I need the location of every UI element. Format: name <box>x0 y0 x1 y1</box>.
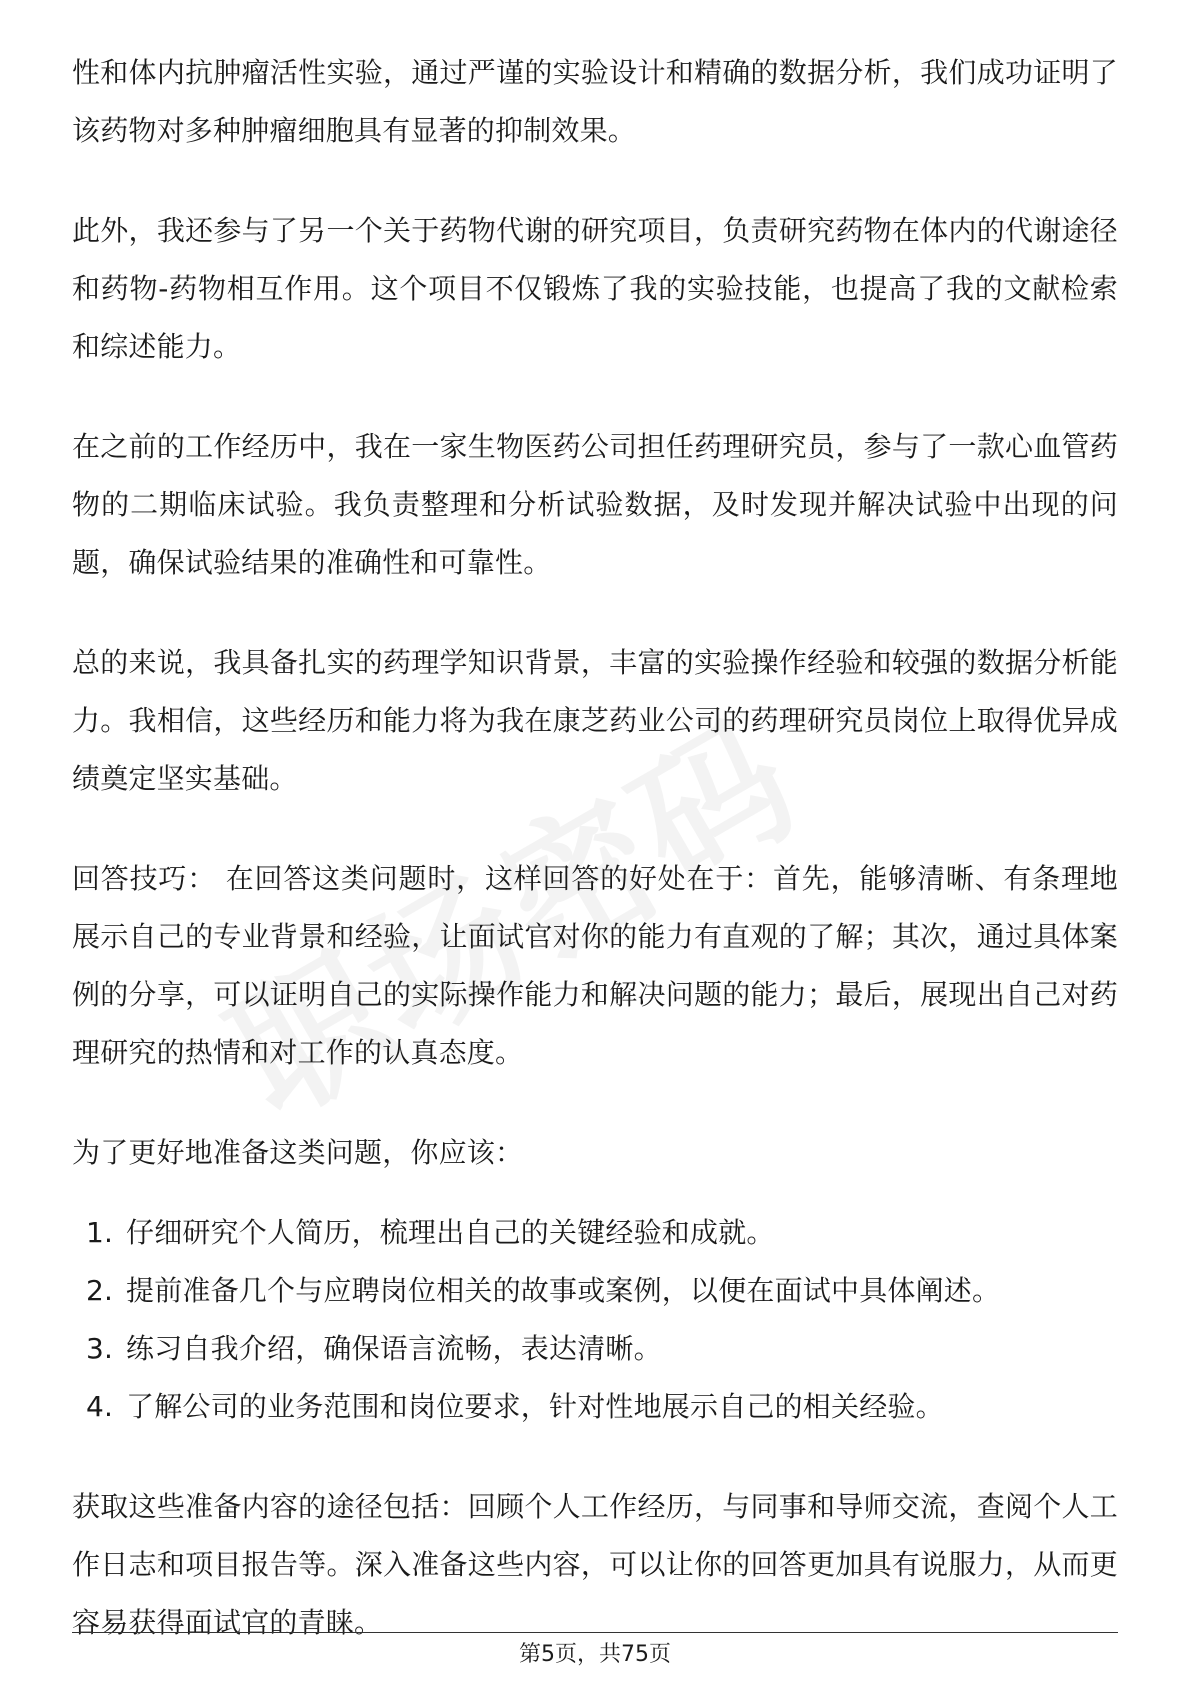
closing-paragraph: 获取这些准备内容的途径包括：回顾个人工作经历，与同事和导师交流，查阅个人工作日志和项目报告等。深入准备这些内容，可以让你的回答更加具有说服力，从而更容易获得面试官的青睐。 <box>72 1490 1118 1639</box>
list-text: 仔细研究个人简历，梳理出自己的关键经验和成就。 <box>126 1216 775 1249</box>
list-text: 练习自我介绍，确保语言流畅，表达清晰。 <box>126 1332 662 1365</box>
tips-paragraph: 回答技巧： 在回答这类问题时，这样回答的好处在于：首先，能够清晰、有条理地展示自己的专业背景和经验，让面试官对你的能力有直观的了解；其次，通过具体案例的分享，可以证明自己的实际操作能力和解决问题的能力；最后，展现出自己对药理研究的热情和对工作的认真态度。 <box>72 862 1118 1069</box>
list-item <box>86 1320 1118 1378</box>
footer-divider <box>72 1632 1118 1633</box>
paragraph: 此外，我还参与了另一个关于药物代谢的研究项目，负责研究药物在体内的代谢途径和药物-药物相互作用。这个项目不仅锻炼了我的实验技能，也提高了我的文献检索和综述能力。 <box>72 214 1118 363</box>
list-item <box>86 1262 1118 1320</box>
list-number: 2. <box>86 1274 114 1307</box>
list-number: 3. <box>86 1332 114 1365</box>
numbered-list <box>72 1204 1118 1436</box>
list-number: 1. <box>86 1216 114 1249</box>
paragraph: 性和体内抗肿瘤活性实验，通过严谨的实验设计和精确的数据分析，我们成功证明了该药物对多种肿瘤细胞具有显著的抑制效果。 <box>72 56 1118 147</box>
list-item <box>86 1378 1118 1436</box>
page-number: 第5页，共75页 <box>519 1642 671 1667</box>
list-number: 4. <box>86 1390 114 1423</box>
page-content <box>72 44 1118 1694</box>
list-text: 提前准备几个与应聘岗位相关的故事或案例，以便在面试中具体阐述。 <box>126 1274 1001 1307</box>
paragraph: 为了更好地准备这类问题，你应该： <box>72 1136 524 1169</box>
list-item <box>86 1204 1118 1262</box>
list-text: 了解公司的业务范围和岗位要求，针对性地展示自己的相关经验。 <box>126 1390 944 1423</box>
paragraph: 在之前的工作经历中，我在一家生物医药公司担任药理研究员，参与了一款心血管药物的二期临床试验。我负责整理和分析试验数据，及时发现并解决试验中出现的问题，确保试验结果的准确性和可靠性。 <box>72 430 1118 579</box>
paragraph: 总的来说，我具备扎实的药理学知识背景，丰富的实验操作经验和较强的数据分析能力。我相信，这些经历和能力将为我在康芝药业公司的药理研究员岗位上取得优异成绩奠定坚实基础。 <box>72 646 1118 795</box>
